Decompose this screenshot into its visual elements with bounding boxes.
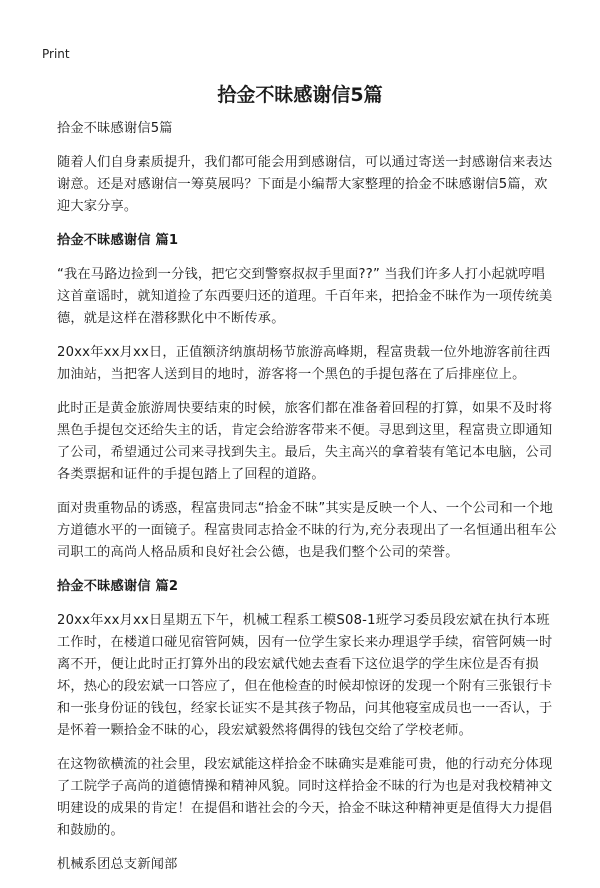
section-2-signature: 机械系团总支新闻部 (57, 857, 178, 872)
article-body (57, 118, 557, 888)
section-2-paragraph-2: 在这物欲横流的社会里，段宏斌能这样拾金不昧确实是难能可贵，他的行动充分体现了工院学子高尚的道德情操和精神风貌。同时这样拾金不昧的行为也是对我校精神文明建设的成果的肯定！在提倡和谐社会的今天，拾金不昧这种精神更是值得大力提倡和鼓励的。 (57, 757, 553, 838)
section-1-paragraph-2: 20xx年xx月xx日，正值额济纳旗胡杨节旅游高峰期，程富贵载一位外地游客前往西加油站，当把客人送到目的地时，游客将一个黑色的手提包落在了后排座位上。 (57, 345, 551, 382)
section-1-paragraph-3: 此时正是黄金旅游周快要结束的时候，旅客们都在准备着回程的打算，如果不及时将黑色手提包交还给失主的话，肯定会给游客带来不便。寻思到这里，程富贵立即通知了公司，希望通过公司来寻找到失主。最后，失主高兴的拿着装有笔记本电脑，公司各类票据和证件的手提包踏上了回程的道路。 (57, 401, 553, 482)
article-subtitle: 拾金不昧感谢信5篇 (57, 121, 173, 136)
section-1-paragraph-4: 面对贵重物品的诱惑，程富贵同志“拾金不昧”其实是反映一个人、一个公司和一个地方道德水平的一面镜子。程富贵同志拾金不昧的行为,充分表现出了一名恒通出租车公司职工的高尚人格品质和良好社会公德，也是我们整个公司的荣誉。 (57, 501, 557, 560)
section-heading-1: 拾金不昧感谢信 篇1 (57, 233, 179, 248)
print-link[interactable]: Print (42, 47, 70, 61)
section-1-paragraph-1: “我在马路边捡到一分钱，把它交到警察叔叔手里面??” 当我们许多人打小起就哼唱这首童谣时，就知道捡了东西要归还的道理。千百年来，把拾金不昧作为一项传统美德，就是这样在潜移默化中不断传承。 (57, 267, 553, 326)
intro-paragraph: 随着人们自身素质提升，我们都可能会用到感谢信，可以通过寄送一封感谢信来表达谢意。还是对感谢信一筹莫展吗？下面是小编帮大家整理的拾金不昧感谢信5篇，欢迎大家分享。 (57, 155, 553, 214)
section-2-paragraph-1: 20xx年xx月xx日星期五下午，机械工程系工模S08-1班学习委员段宏斌在执行本班工作时，在楼道口碰见宿管阿姨，因有一位学生家长来办理退学手续，宿管阿姨一时离不开，便让此时正打算外出的段宏斌代她去查看下这位退学的学生床位是否有损坏，热心的段宏斌一口答应了，但在他检查的时候却惊讶的发现一个附有三张银行卡和一张身份证的钱包，经家长证实不是其孩子物品，问其他寝室成员也一一否认，于是怀着一颗拾金不昧的心，段宏斌毅然将偶得的钱包交给了学校老师。 (57, 613, 553, 738)
page-title: 拾金不昧感谢信5篇 (217, 84, 383, 106)
section-heading-2: 拾金不昧感谢信 篇2 (57, 579, 179, 594)
